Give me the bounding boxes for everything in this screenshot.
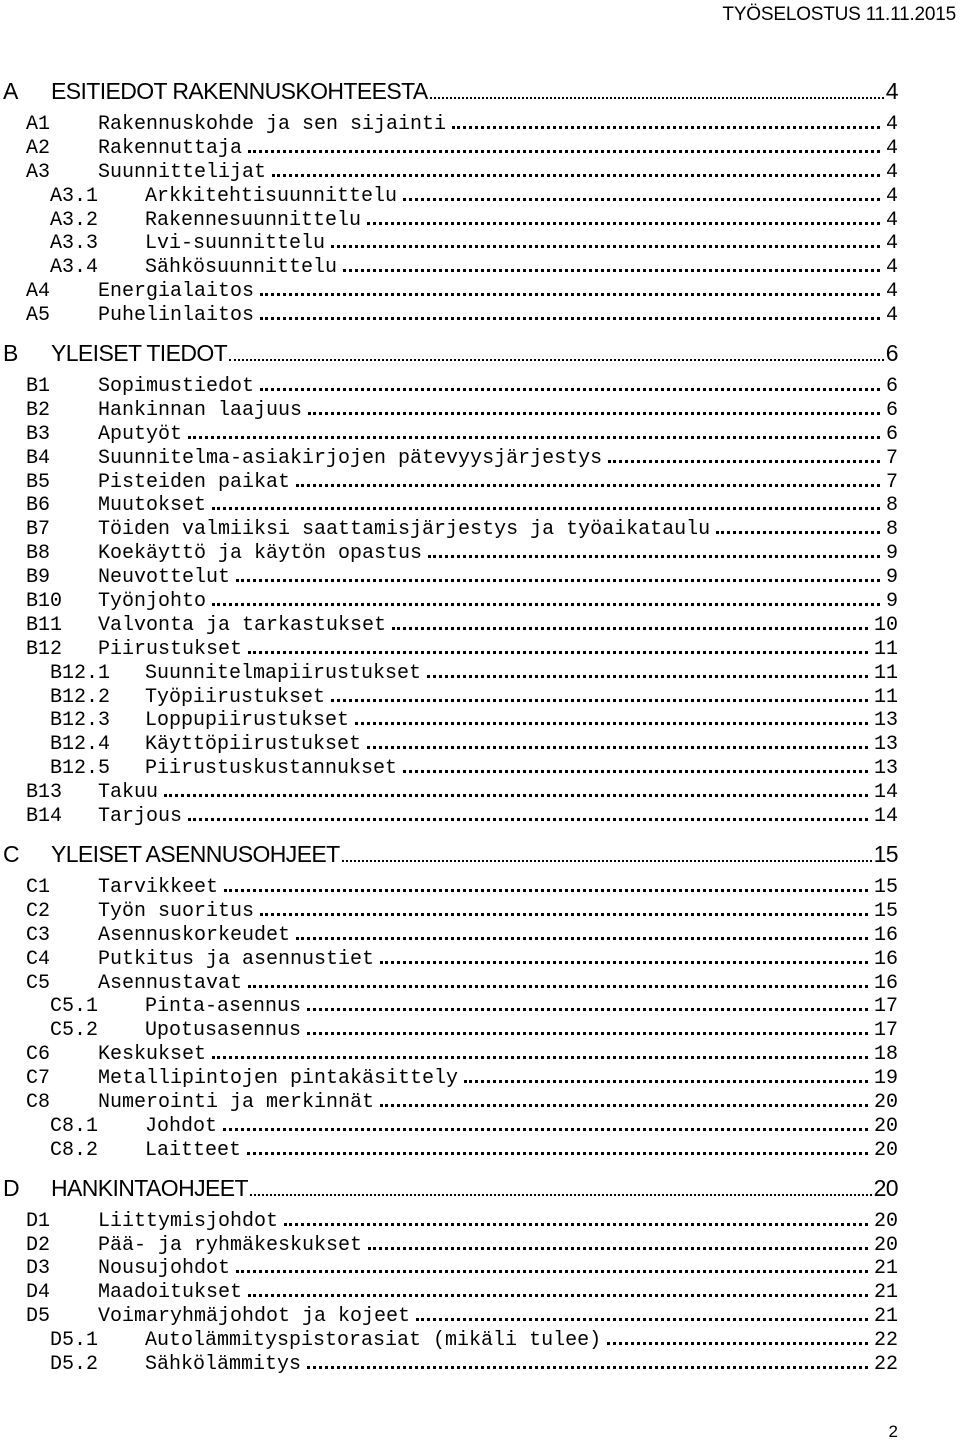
entry-code: A4 — [26, 280, 51, 304]
dot-leader — [260, 899, 868, 916]
entry-code: C5.1 — [50, 995, 99, 1019]
toc-entry[interactable] — [0, 756, 898, 780]
entry-page-number: 9 — [885, 542, 898, 566]
entry-page-number: 18 — [873, 1043, 898, 1067]
entry-code: D5.1 — [50, 1329, 99, 1352]
entry-page-number: 20 — [873, 1138, 898, 1162]
entry-title: Piirustuskustannukset — [145, 757, 398, 781]
entry-page-number: 15 — [873, 875, 898, 899]
entry-title: Upotusasennus — [145, 1019, 302, 1043]
entry-title: Asennustavat — [98, 971, 243, 995]
entry-page-number: 4 — [885, 208, 898, 232]
entry-page-number: 16 — [873, 923, 898, 947]
entry-page-number: 11 — [873, 685, 898, 709]
entry-code: B2 — [26, 398, 51, 422]
entry-page-number: 13 — [873, 733, 898, 757]
entry-code: D1 — [26, 1209, 51, 1233]
entry-page-number: 19 — [873, 1067, 898, 1090]
section-title: HANKINTAOHJEET — [51, 1174, 248, 1201]
toc-entry[interactable] — [0, 613, 898, 637]
dot-leader — [188, 422, 880, 439]
entry-code: B3 — [26, 422, 51, 446]
toc-entry[interactable] — [0, 208, 898, 232]
entry-code: B1 — [26, 375, 51, 398]
toc-entry[interactable] — [0, 1233, 898, 1257]
entry-title: Energialaitos — [98, 280, 255, 304]
entry-code: D2 — [26, 1233, 51, 1257]
entry-code: C4 — [26, 947, 51, 971]
entry-title: Numerointi ja merkinnät — [98, 1090, 375, 1114]
toc-entry[interactable] — [0, 136, 898, 160]
entry-code: B4 — [26, 446, 51, 470]
entry-title: Sähkösuunnittelu — [145, 256, 338, 280]
entry-code: B9 — [26, 566, 51, 590]
toc-entry[interactable] — [0, 1256, 898, 1280]
entry-title: Liittymisjohdot — [98, 1209, 279, 1233]
entry-code: C7 — [26, 1067, 51, 1090]
entry-title: Pisteiden paikat — [98, 470, 291, 494]
dot-leader — [428, 541, 880, 558]
entry-title: Työn suoritus — [98, 899, 255, 923]
dot-leader — [307, 1352, 868, 1369]
entry-code: B7 — [26, 518, 51, 542]
entry-page-number: 9 — [885, 590, 898, 613]
toc-entry[interactable] — [0, 279, 898, 303]
entry-title: Aputyöt — [98, 422, 183, 446]
toc-entry[interactable] — [0, 398, 898, 422]
entry-title: Sähkölämmitys — [145, 1352, 302, 1376]
section-page-number: 20 — [873, 1174, 898, 1201]
toc-entry[interactable] — [0, 1280, 898, 1304]
entry-code: D4 — [26, 1281, 51, 1305]
toc-entry[interactable] — [0, 661, 898, 685]
entry-page-number: 4 — [885, 160, 898, 184]
entry-title: Töiden valmiiksi saattamisjärjestys ja työaikataulu — [98, 518, 711, 542]
toc-section — [0, 340, 898, 828]
entry-page-number: 21 — [873, 1281, 898, 1305]
dot-leader — [260, 279, 880, 296]
toc-entry[interactable] — [0, 374, 898, 398]
entry-title: Työpiirustukset — [145, 685, 326, 709]
entry-page-number: 20 — [873, 1090, 898, 1114]
section-page-number: 6 — [885, 340, 898, 367]
document-header: TYÖSELOSTUS 11.11.2015 — [722, 4, 956, 25]
entry-title: Neuvottelut — [98, 566, 231, 590]
entry-title: Suunnitelmapiirustukset — [145, 661, 422, 685]
toc-section — [0, 78, 898, 327]
entry-title: Johdot — [145, 1114, 218, 1138]
entry-code: B13 — [26, 781, 63, 805]
dot-leader — [248, 637, 868, 654]
entry-code: B12.2 — [50, 685, 111, 709]
dot-leader — [229, 341, 884, 361]
entry-title: Maadoitukset — [98, 1281, 243, 1305]
dot-leader — [607, 1328, 868, 1345]
entry-page-number: 13 — [873, 709, 898, 733]
entry-title: Lvi-suunnittelu — [145, 232, 326, 256]
entry-code: A3.1 — [50, 184, 99, 208]
dot-leader — [355, 708, 868, 725]
entry-page-number: 22 — [873, 1329, 898, 1352]
entry-page-number: 20 — [873, 1233, 898, 1257]
table-of-contents — [0, 78, 898, 1389]
entry-title: Tarjous — [98, 805, 183, 828]
dot-leader — [223, 1114, 868, 1131]
entry-title: Metallipintojen pintakäsittely — [98, 1067, 459, 1090]
dot-leader — [248, 971, 868, 988]
entry-title: Koekäyttö ja käytön opastus — [98, 542, 423, 566]
section-title: YLEISET ASENNUSOHJEET — [51, 840, 340, 867]
section-title: ESITIEDOT RAKENNUSKOHTEESTA — [51, 78, 428, 104]
section-code: D — [3, 1174, 20, 1201]
entry-page-number: 17 — [873, 1019, 898, 1043]
entry-title: Sopimustiedot — [98, 375, 255, 398]
entry-page-number: 8 — [885, 518, 898, 542]
entry-code: A3 — [26, 160, 51, 184]
entry-code: C8 — [26, 1090, 51, 1114]
entry-title: Rakennuttaja — [98, 136, 243, 160]
toc-entry[interactable] — [0, 470, 898, 494]
dot-leader — [248, 1280, 868, 1297]
entry-code: A3.3 — [50, 232, 99, 256]
dot-leader — [452, 112, 880, 129]
entry-title: Tarvikkeet — [98, 875, 219, 899]
dot-leader — [296, 923, 868, 940]
entry-page-number: 17 — [873, 995, 898, 1019]
dot-leader — [331, 685, 868, 702]
toc-entry[interactable] — [0, 255, 898, 279]
toc-entry[interactable] — [0, 1352, 898, 1376]
toc-entry[interactable] — [0, 112, 898, 136]
entry-title: Rakennuskohde ja sen sijainti — [98, 113, 447, 136]
entry-page-number: 13 — [873, 757, 898, 781]
entry-page-number: 11 — [873, 637, 898, 661]
entry-title: Putkitus ja asennustiet — [98, 947, 375, 971]
toc-section-heading[interactable] — [0, 78, 898, 112]
entry-page-number: 4 — [885, 113, 898, 136]
entry-title: Arkkitehtisuunnittelu — [145, 184, 398, 208]
dot-leader — [260, 303, 880, 320]
entry-code: B12.5 — [50, 757, 111, 781]
toc-entry[interactable] — [0, 231, 898, 255]
dot-leader — [331, 231, 880, 248]
toc-entry[interactable] — [0, 1090, 898, 1114]
entry-title: Suunnittelijat — [98, 160, 267, 184]
dot-leader — [248, 136, 880, 153]
entry-code: B12.1 — [50, 661, 111, 685]
entry-code: A3.4 — [50, 256, 99, 280]
toc-entry[interactable] — [0, 804, 898, 828]
entry-code: C8.1 — [50, 1114, 99, 1138]
dot-leader — [427, 661, 868, 678]
dot-leader — [260, 374, 880, 391]
entry-page-number: 6 — [885, 422, 898, 446]
toc-entry[interactable] — [0, 780, 898, 804]
dot-leader — [716, 517, 880, 534]
entry-code: C6 — [26, 1043, 51, 1067]
entry-title: Voimaryhmäjohdot ja kojeet — [98, 1305, 411, 1329]
entry-page-number: 4 — [885, 136, 898, 160]
toc-entry[interactable] — [0, 541, 898, 565]
toc-entry[interactable] — [0, 708, 898, 732]
dot-leader — [307, 1018, 868, 1035]
toc-entry[interactable] — [0, 1114, 898, 1138]
entry-title: Nousujohdot — [98, 1257, 231, 1281]
dot-leader — [367, 732, 868, 749]
dot-leader — [250, 1176, 872, 1196]
entry-page-number: 11 — [873, 661, 898, 685]
toc-section-heading[interactable] — [0, 841, 898, 875]
dot-leader — [272, 160, 880, 177]
dot-leader — [380, 947, 868, 964]
dot-leader — [464, 1066, 868, 1083]
toc-entry[interactable] — [0, 994, 898, 1018]
entry-title: Piirustukset — [98, 637, 243, 661]
toc-entry[interactable] — [0, 565, 898, 589]
entry-page-number: 9 — [885, 566, 898, 590]
entry-code: A1 — [26, 113, 51, 136]
entry-page-number: 8 — [885, 494, 898, 518]
toc-section — [0, 841, 898, 1162]
entry-page-number: 4 — [885, 232, 898, 256]
toc-section-heading[interactable] — [0, 1175, 898, 1209]
toc-entry[interactable] — [0, 732, 898, 756]
section-page-number: 4 — [885, 78, 898, 104]
dot-leader — [212, 1042, 868, 1059]
entry-page-number: 21 — [873, 1305, 898, 1329]
entry-title: Suunnitelma-asiakirjojen pätevyysjärjestys — [98, 446, 603, 470]
toc-entry[interactable] — [0, 1066, 898, 1090]
section-code: C — [3, 840, 20, 867]
toc-entry[interactable] — [0, 589, 898, 613]
entry-code: A2 — [26, 136, 51, 160]
dot-leader — [403, 756, 868, 773]
entry-page-number: 15 — [873, 899, 898, 923]
toc-entry[interactable] — [0, 947, 898, 971]
entry-code: C5.2 — [50, 1019, 99, 1043]
entry-page-number: 6 — [885, 375, 898, 398]
entry-page-number: 7 — [885, 446, 898, 470]
entry-title: Asennuskorkeudet — [98, 923, 291, 947]
entry-code: C2 — [26, 899, 51, 923]
section-code: B — [3, 340, 18, 367]
entry-page-number: 4 — [885, 280, 898, 304]
entry-page-number: 4 — [885, 256, 898, 280]
entry-page-number: 14 — [873, 781, 898, 805]
entry-page-number: 20 — [873, 1114, 898, 1138]
entry-title: Laitteet — [145, 1138, 242, 1162]
toc-entry[interactable] — [0, 1304, 898, 1328]
dot-leader — [236, 565, 880, 582]
entry-code: C8.2 — [50, 1138, 99, 1162]
entry-code: B12 — [26, 637, 63, 661]
entry-page-number: 4 — [885, 184, 898, 208]
entry-page-number: 22 — [873, 1352, 898, 1376]
entry-title: Autolämmityspistorasiat (mikäli tulee) — [145, 1329, 602, 1352]
entry-title: Valvonta ja tarkastukset — [98, 613, 387, 637]
entry-title: Rakennesuunnittelu — [145, 208, 362, 232]
toc-entry[interactable] — [0, 446, 898, 470]
dot-leader — [403, 184, 880, 201]
entry-code: B10 — [26, 590, 63, 613]
toc-section-heading[interactable] — [0, 340, 898, 374]
toc-entry[interactable] — [0, 899, 898, 923]
entry-code: B14 — [26, 805, 63, 828]
dot-leader — [367, 208, 880, 225]
entry-code: B6 — [26, 494, 51, 518]
entry-page-number: 14 — [873, 805, 898, 828]
entry-title: Pinta-asennus — [145, 995, 302, 1019]
entry-title: Loppupiirustukset — [145, 709, 350, 733]
dot-leader — [296, 470, 880, 487]
entry-title: Käyttöpiirustukset — [145, 733, 362, 757]
entry-title: Keskukset — [98, 1043, 207, 1067]
toc-section — [0, 1175, 898, 1376]
toc-entry[interactable] — [0, 160, 898, 184]
entry-page-number: 20 — [873, 1209, 898, 1233]
entry-page-number: 6 — [885, 398, 898, 422]
entry-title: Takuu — [98, 781, 159, 805]
toc-entry[interactable] — [0, 637, 898, 661]
toc-entry[interactable] — [0, 184, 898, 208]
entry-page-number: 7 — [885, 470, 898, 494]
toc-entry[interactable] — [0, 685, 898, 709]
toc-entry[interactable] — [0, 493, 898, 517]
toc-entry[interactable] — [0, 517, 898, 541]
entry-page-number: 10 — [873, 613, 898, 637]
dot-leader — [430, 79, 884, 99]
entry-code: B11 — [26, 613, 63, 637]
dot-leader — [164, 780, 868, 797]
entry-page-number: 16 — [873, 971, 898, 995]
dot-leader — [608, 446, 880, 463]
entry-code: B8 — [26, 542, 51, 566]
entry-page-number: 16 — [873, 947, 898, 971]
dot-leader — [368, 1233, 868, 1250]
dot-leader — [307, 994, 868, 1011]
entry-title: Työnjohto — [98, 590, 207, 613]
entry-title: Pää- ja ryhmäkeskukset — [98, 1233, 363, 1257]
toc-entry[interactable] — [0, 1018, 898, 1042]
dot-leader — [212, 493, 880, 510]
entry-code: B5 — [26, 470, 51, 494]
dot-leader — [224, 875, 868, 892]
dot-leader — [308, 398, 880, 415]
entry-page-number: 4 — [885, 304, 898, 328]
dot-leader — [392, 613, 868, 630]
dot-leader — [212, 589, 880, 606]
entry-title: Puhelinlaitos — [98, 304, 255, 328]
toc-entry[interactable] — [0, 1328, 898, 1352]
section-title: YLEISET TIEDOT — [51, 340, 228, 367]
entry-code: B12.3 — [50, 709, 111, 733]
entry-code: D5 — [26, 1305, 51, 1329]
dot-leader — [416, 1304, 868, 1321]
toc-entry[interactable] — [0, 1042, 898, 1066]
entry-title: Hankinnan laajuus — [98, 398, 303, 422]
entry-code: B12.4 — [50, 733, 111, 757]
dot-leader — [188, 804, 868, 821]
toc-entry[interactable] — [0, 971, 898, 995]
entry-code: D5.2 — [50, 1352, 99, 1376]
entry-title: Muutokset — [98, 494, 207, 518]
toc-entry[interactable] — [0, 1209, 898, 1233]
page-number: 2 — [888, 1422, 898, 1441]
entry-code: C3 — [26, 923, 51, 947]
entry-code: A5 — [26, 304, 51, 328]
entry-code: C5 — [26, 971, 51, 995]
toc-entry[interactable] — [0, 422, 898, 446]
toc-entry[interactable] — [0, 303, 898, 327]
dot-leader — [342, 842, 872, 862]
dot-leader — [236, 1256, 868, 1273]
toc-entry[interactable] — [0, 875, 898, 899]
section-page-number: 15 — [873, 840, 898, 867]
dot-leader — [380, 1090, 868, 1107]
entry-code: A3.2 — [50, 208, 99, 232]
entry-page-number: 21 — [873, 1257, 898, 1281]
entry-code: D3 — [26, 1257, 51, 1281]
toc-entry[interactable] — [0, 923, 898, 947]
entry-code: C1 — [26, 875, 51, 899]
toc-entry[interactable] — [0, 1138, 898, 1162]
dot-leader — [343, 255, 880, 272]
section-code: A — [3, 78, 18, 104]
dot-leader — [284, 1209, 868, 1226]
dot-leader — [247, 1138, 868, 1155]
